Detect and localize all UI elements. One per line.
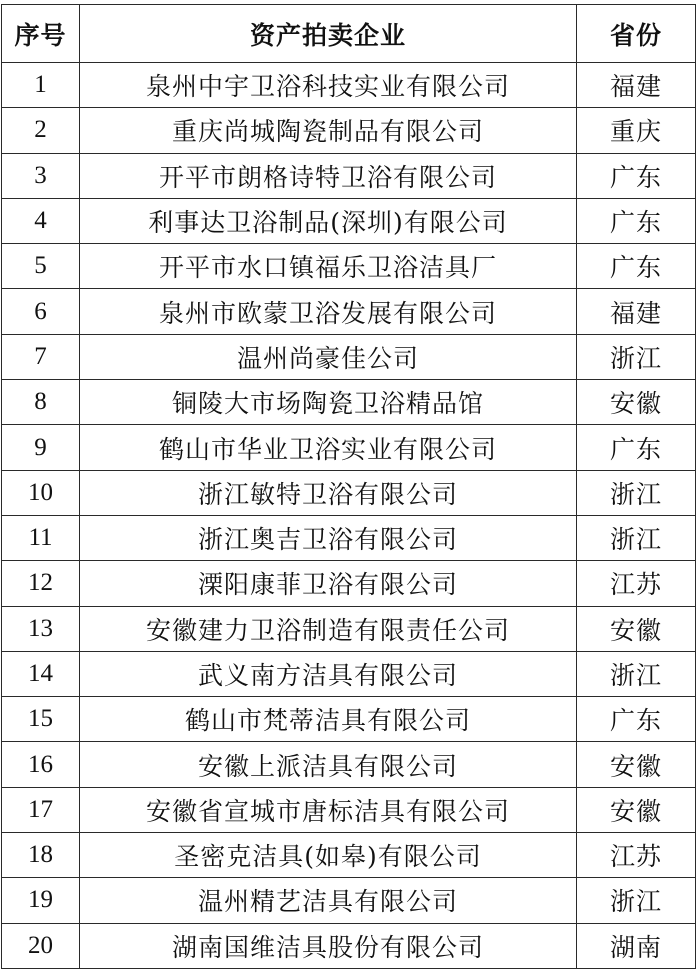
cell-company: 温州精艺洁具有限公司 [80, 878, 577, 923]
table-row [2, 63, 696, 108]
cell-serial-number: 15 [2, 697, 80, 742]
cell-province: 浙江 [577, 515, 696, 560]
header-province: 省份 [577, 5, 696, 63]
table-row [2, 833, 696, 878]
cell-company: 开平市水口镇福乐卫浴洁具厂 [80, 244, 577, 289]
cell-company: 重庆尚城陶瓷制品有限公司 [80, 108, 577, 153]
table-header [2, 5, 696, 63]
table-row [2, 470, 696, 515]
cell-province: 广东 [577, 198, 696, 243]
table-row [2, 697, 696, 742]
cell-province: 安徽 [577, 380, 696, 425]
table-row [2, 515, 696, 560]
auction-company-table [1, 4, 696, 969]
cell-province: 广东 [577, 697, 696, 742]
cell-company: 武义南方洁具有限公司 [80, 651, 577, 696]
table-row [2, 289, 696, 334]
cell-serial-number: 20 [2, 923, 80, 968]
cell-company: 利事达卫浴制品(深圳)有限公司 [80, 198, 577, 243]
cell-company: 浙江敏特卫浴有限公司 [80, 470, 577, 515]
cell-company: 圣密克洁具(如皋)有限公司 [80, 833, 577, 878]
table-body [2, 63, 696, 969]
cell-serial-number: 19 [2, 878, 80, 923]
cell-serial-number: 8 [2, 380, 80, 425]
cell-province: 安徽 [577, 742, 696, 787]
cell-serial-number: 18 [2, 833, 80, 878]
table-row [2, 425, 696, 470]
cell-company: 开平市朗格诗特卫浴有限公司 [80, 153, 577, 198]
cell-province: 广东 [577, 425, 696, 470]
header-serial-number: 序号 [2, 5, 80, 63]
cell-company: 鹤山市华业卫浴实业有限公司 [80, 425, 577, 470]
cell-province: 福建 [577, 289, 696, 334]
cell-serial-number: 5 [2, 244, 80, 289]
cell-company: 泉州市欧蒙卫浴发展有限公司 [80, 289, 577, 334]
cell-serial-number: 16 [2, 742, 80, 787]
cell-company: 泉州中宇卫浴科技实业有限公司 [80, 63, 577, 108]
cell-serial-number: 17 [2, 787, 80, 832]
table-row [2, 742, 696, 787]
cell-province: 福建 [577, 63, 696, 108]
cell-serial-number: 3 [2, 153, 80, 198]
cell-province: 江苏 [577, 833, 696, 878]
table-row [2, 651, 696, 696]
cell-company: 鹤山市梵蒂洁具有限公司 [80, 697, 577, 742]
table-row [2, 787, 696, 832]
cell-serial-number: 11 [2, 515, 80, 560]
table-row [2, 153, 696, 198]
table-row [2, 878, 696, 923]
cell-serial-number: 7 [2, 334, 80, 379]
header-row [2, 5, 696, 63]
cell-company: 安徽省宣城市唐标洁具有限公司 [80, 787, 577, 832]
table-row [2, 561, 696, 606]
cell-province: 湖南 [577, 923, 696, 968]
cell-province: 重庆 [577, 108, 696, 153]
table-row [2, 380, 696, 425]
table-row [2, 198, 696, 243]
cell-company: 溧阳康菲卫浴有限公司 [80, 561, 577, 606]
header-company: 资产拍卖企业 [80, 5, 577, 63]
cell-province: 广东 [577, 153, 696, 198]
cell-company: 湖南国维洁具股份有限公司 [80, 923, 577, 968]
cell-company: 铜陵大市场陶瓷卫浴精品馆 [80, 380, 577, 425]
cell-company: 安徽建力卫浴制造有限责任公司 [80, 606, 577, 651]
table-row [2, 606, 696, 651]
cell-company: 浙江奥吉卫浴有限公司 [80, 515, 577, 560]
cell-serial-number: 14 [2, 651, 80, 696]
cell-province: 江苏 [577, 561, 696, 606]
cell-company: 温州尚豪佳公司 [80, 334, 577, 379]
cell-province: 浙江 [577, 878, 696, 923]
cell-serial-number: 1 [2, 63, 80, 108]
cell-company: 安徽上派洁具有限公司 [80, 742, 577, 787]
table-row [2, 108, 696, 153]
cell-serial-number: 6 [2, 289, 80, 334]
table-row [2, 334, 696, 379]
cell-serial-number: 4 [2, 198, 80, 243]
cell-serial-number: 2 [2, 108, 80, 153]
cell-serial-number: 12 [2, 561, 80, 606]
table-row [2, 923, 696, 968]
cell-province: 浙江 [577, 334, 696, 379]
table-row [2, 244, 696, 289]
cell-province: 广东 [577, 244, 696, 289]
cell-province: 安徽 [577, 606, 696, 651]
cell-province: 浙江 [577, 470, 696, 515]
cell-province: 浙江 [577, 651, 696, 696]
cell-serial-number: 10 [2, 470, 80, 515]
cell-serial-number: 9 [2, 425, 80, 470]
cell-province: 安徽 [577, 787, 696, 832]
cell-serial-number: 13 [2, 606, 80, 651]
